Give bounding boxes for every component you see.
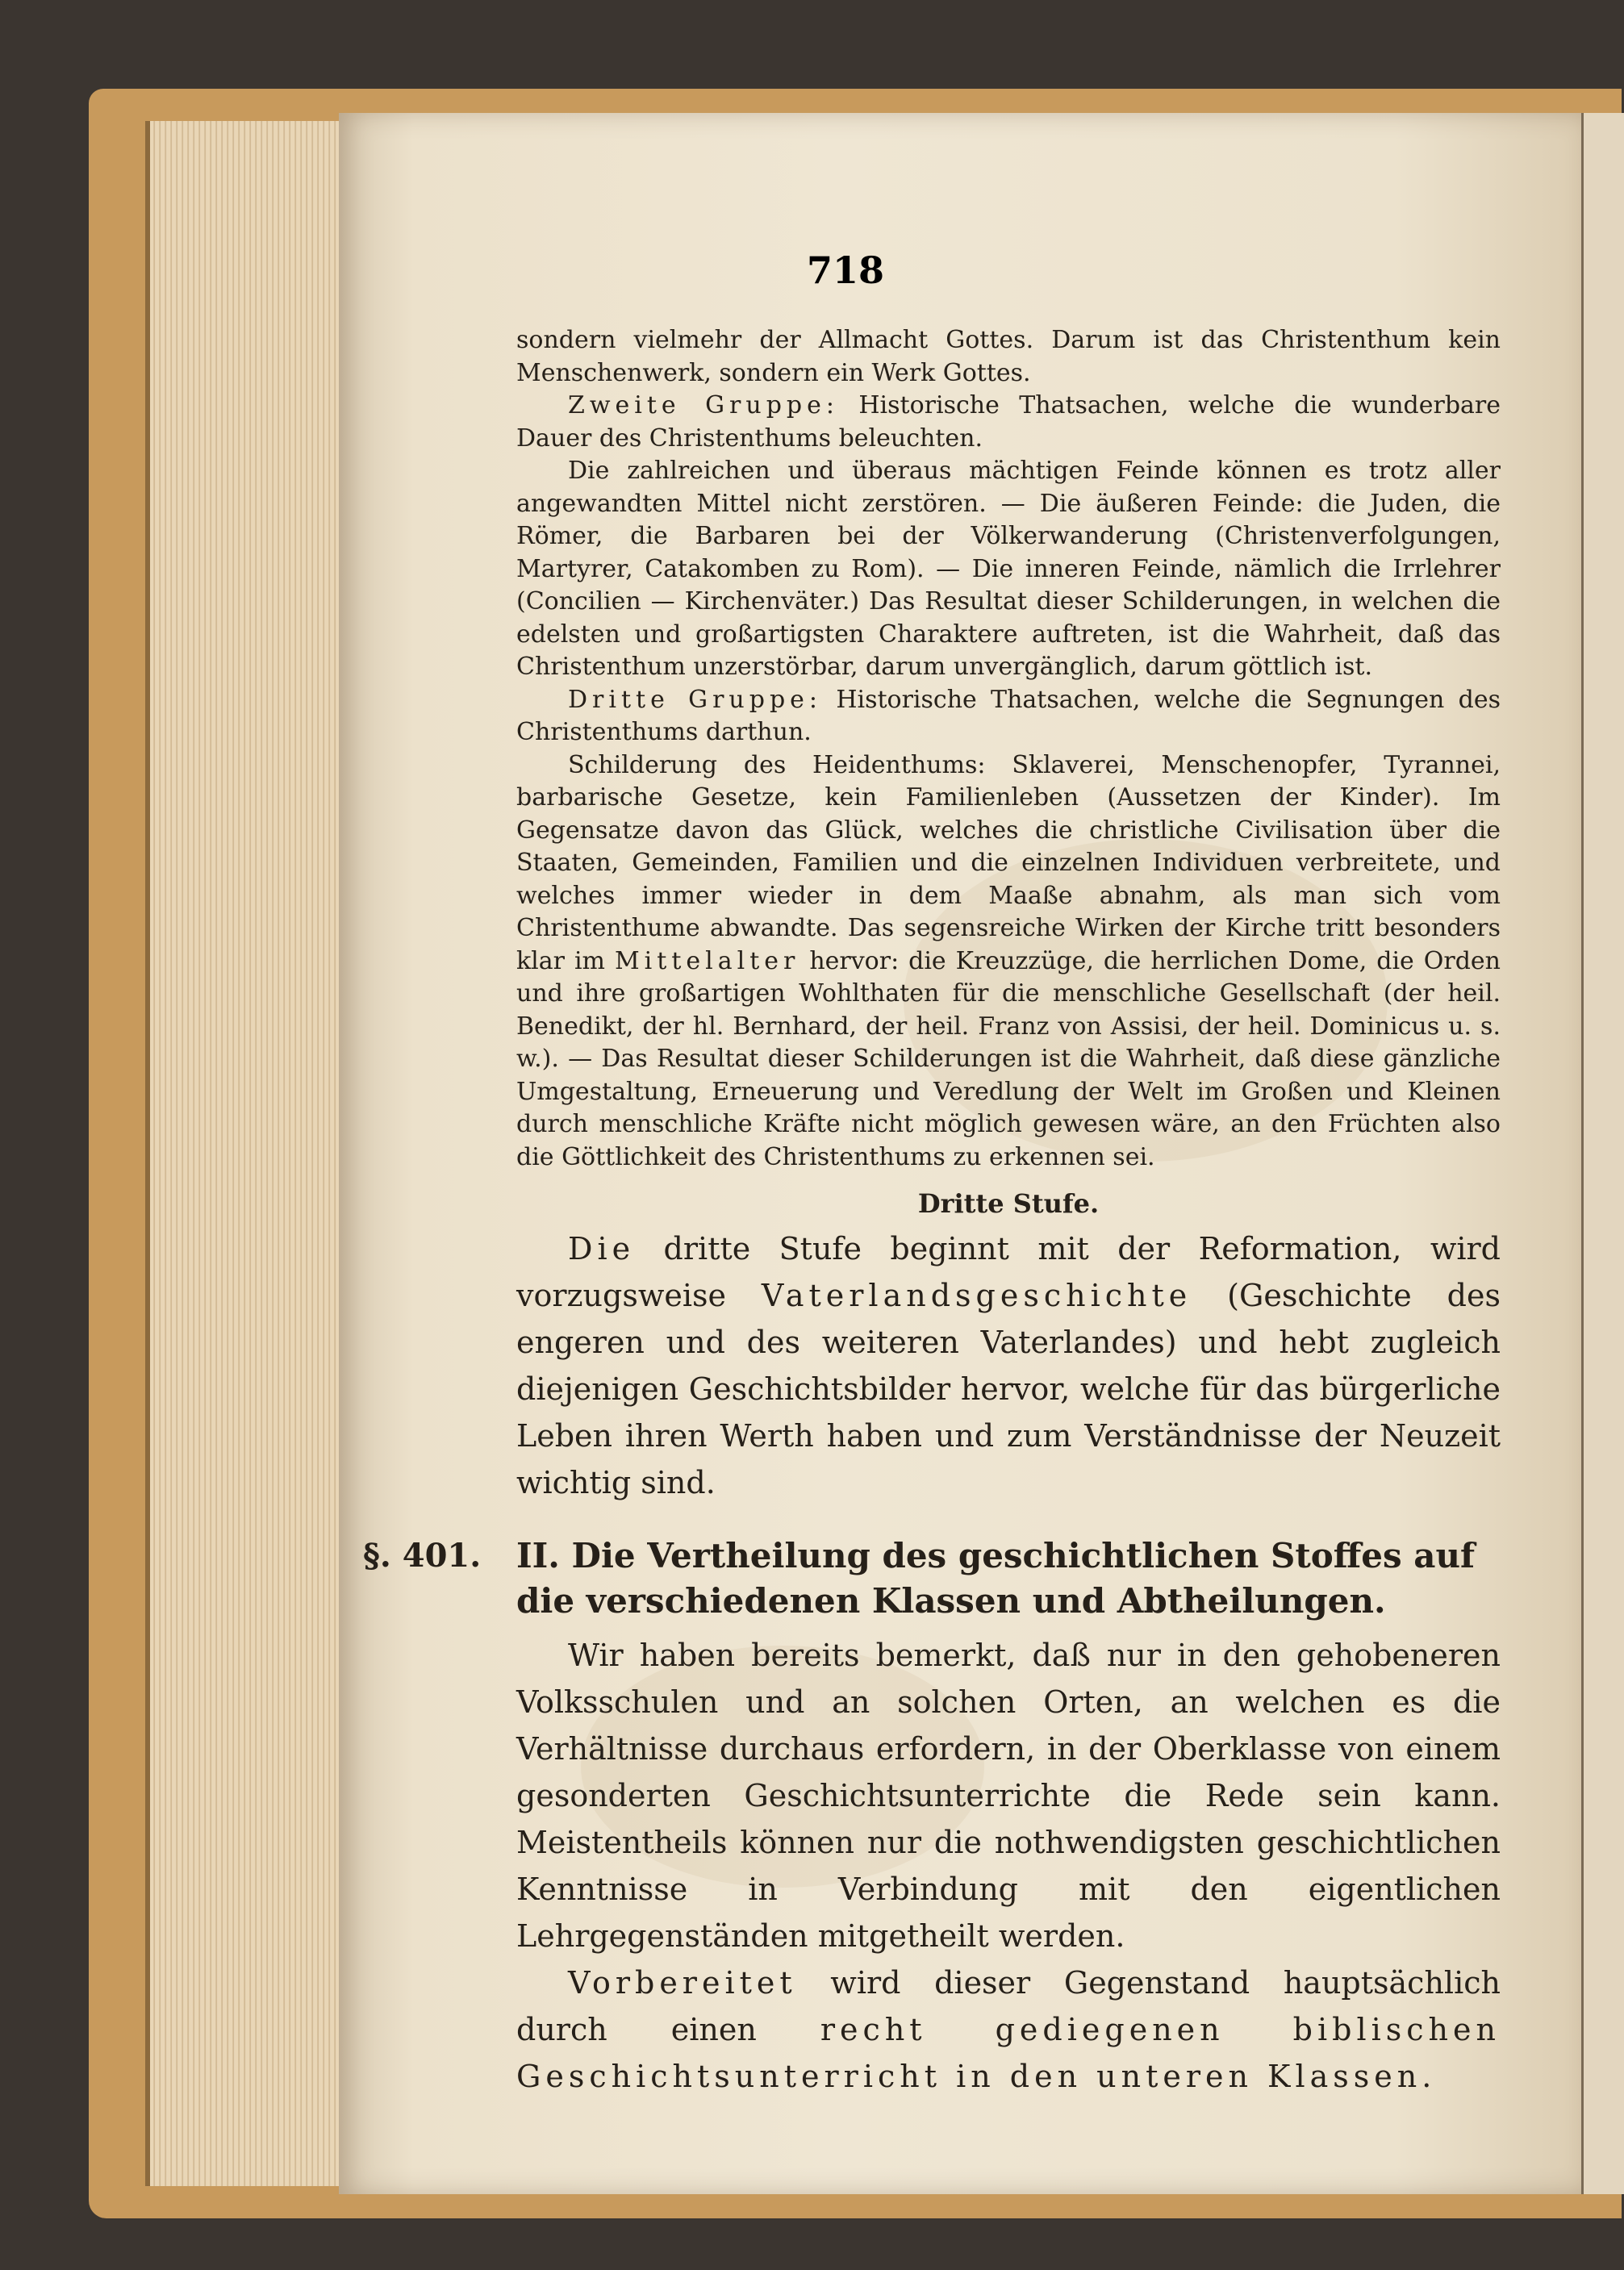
paragraph-6-part-a: dritte Stufe beginnt mit der Reformation, wird vorzugsweise xyxy=(516,1231,1501,1313)
page-text xyxy=(363,324,1501,2100)
group-label: Zweite Gruppe: xyxy=(568,391,839,419)
paragraph-8-part-a: wird dieser Gegenstand hauptsächlich durch einen xyxy=(516,1965,1501,2047)
group-label: Dritte Gruppe: xyxy=(568,685,823,714)
paragraph-3: Die zahlreichen und überaus mächtigen Feinde können es trotz aller angewandten Mittel nicht zerstören. — Die äußeren Feinde: die Juden, die Römer, die Barbaren bei der Völkerwanderung (Christenverfolgungen, Martyrer, Catakomben zu Rom). — Die inneren Feinde, nämlich die Irrlehrer (Concilien — Kirchenväter.) Das Resultat dieser Schilderungen, in welchen die edelsten und großartigsten Charaktere auftreten, ist die Wahrheit, daß das Christenthum unzerstörbar, darum unvergänglich, darum göttlich ist. xyxy=(516,457,1501,681)
group-text: Historische Thatsachen, welche die Segnungen des Christenthums darthun. xyxy=(516,685,1501,746)
page-edges xyxy=(145,121,344,2186)
paragraph-6 xyxy=(516,1225,1501,1506)
book-page xyxy=(339,113,1581,2194)
subheading-dritte-stufe: Dritte Stufe. xyxy=(917,1188,1100,1219)
paragraph-5 xyxy=(516,749,1501,1175)
paragraph-5-part-a: Schilderung des Heidenthums: Sklaverei, Menschenopfer, Tyrannei, barbarische Gesetze, kein Familienleben (Aussetzen der Kinder). Im Gegensatze davon das Glück, welches die christliche Civilisation über die Staaten, Gemeinden, Familien und die einzelnen Individuen verbreitete, und welches immer wieder in dem Maaße abnahm, als man sich vom Christenthume abwandte. Das segensreiche Wirken der Kirche tritt besonders klar im xyxy=(516,750,1501,975)
section-mark: §. 401. xyxy=(363,1537,482,1575)
emphasis-vaterlandsgeschichte: Vaterlandsgeschichte xyxy=(761,1278,1192,1313)
emphasis-vorbereitet: Vorbereitet xyxy=(568,1965,797,2001)
paragraph-8 xyxy=(516,1959,1501,2100)
paragraph-4 xyxy=(516,684,1501,749)
paragraph-7: Wir haben bereits bemerkt, daß nur in den gehobeneren Volksschulen und an solchen Orten, an welchen es die Verhältnisse durchaus erfordern, in der Oberklasse von einem gesonderten Geschichtsunterrichte die Rede sein kann. Meistentheils können nur die nothwendigsten geschichtlichen Kenntnisse in Verbindung mit den eigentlichen Lehrgegenständen mitgetheilt werden. xyxy=(516,1638,1501,1954)
group-text: Historische Thatsachen, welche die wunderbare Dauer des Christenthums beleuchten. xyxy=(516,391,1501,453)
page-number: 718 xyxy=(807,248,885,292)
paragraph-5-part-b: hervor: die Kreuzzüge, die herrlichen Dome, die Orden und ihre großartigen Wohlthaten für die menschliche Gesellschaft (der heil. Benedikt, der hl. Bernhard, der heil. Franz von Assisi, der heil. Dominicus u. s. w.). — Das Resultat dieser Schilderungen ist die Wahrheit, daß diese gänzliche Umgestaltung, Erneuerung und Veredlung der Welt im Großen und Kleinen durch menschliche Kräfte nicht möglich gewesen wäre, an den Früchten also die Göttlichkeit des Christenthums zu erkennen sei. xyxy=(516,946,1501,1171)
emphasis-mittelalter: Mittelalter xyxy=(614,946,800,975)
paragraph-6-part-b: (Geschichte des engeren und des weiteren Vaterlandes) und hebt zugleich diejenigen Geschichtsbilder hervor, welche für das bürgerliche Leben ihren Werth haben und zum Verständnisse der Neuzeit wichtig sind. xyxy=(516,1278,1501,1500)
emphasis-die: Die xyxy=(568,1231,636,1266)
paragraph-1: sondern vielmehr der Allmacht Gottes. Darum ist das Christenthum kein Menschenwerk, sondern ein Werk Gottes. xyxy=(516,326,1501,387)
next-page-edge xyxy=(1581,113,1624,2194)
paragraph-2 xyxy=(516,390,1501,455)
emphasis-biblischen: recht gediegenen biblischen Geschichtsunterricht in den unteren Klassen. xyxy=(516,2012,1501,2094)
section-heading: II. Die Vertheilung des geschichtlichen Stoffes auf die verschiedenen Klassen und Abtheilungen. xyxy=(516,1536,1476,1621)
